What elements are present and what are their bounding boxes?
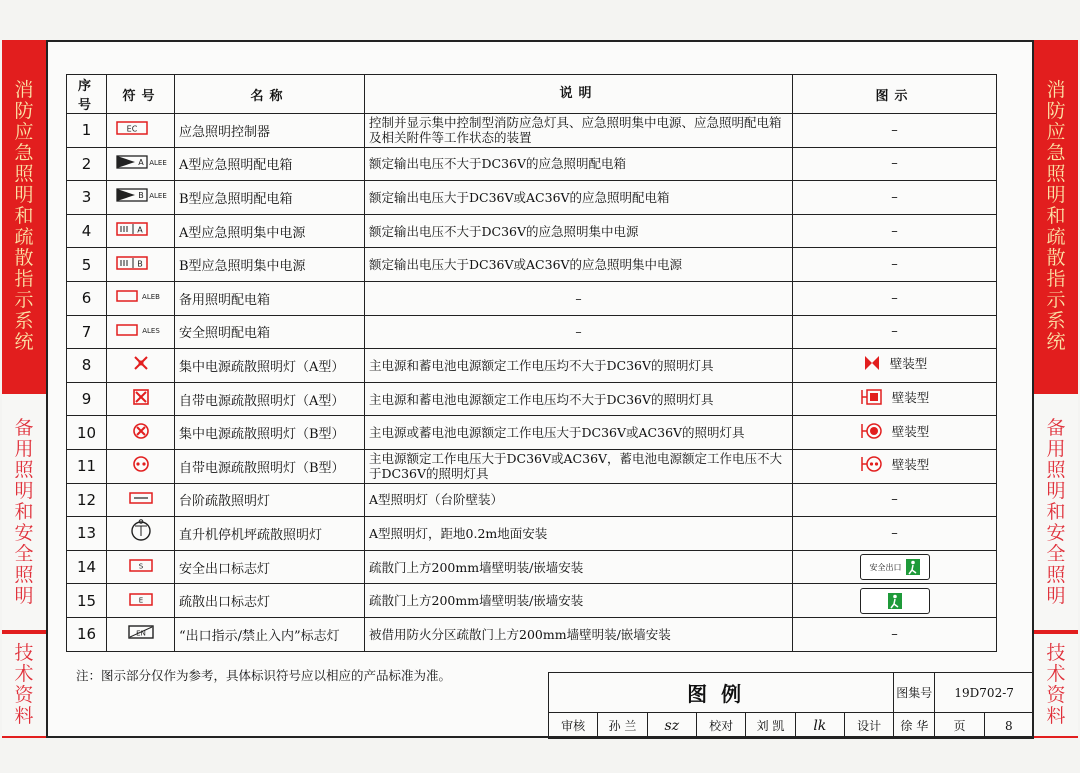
legend-table: [66, 74, 997, 652]
svg-text:S: S: [138, 562, 144, 571]
illustration-label: 壁装型: [891, 423, 930, 439]
row-name: A型应急照明配电箱: [175, 147, 365, 181]
wall-mount-illustration: [860, 388, 930, 406]
legend-row: [67, 483, 997, 517]
row-illustration: [793, 550, 997, 584]
row-name: B型应急照明集中电源: [175, 248, 365, 282]
svg-text:EC: EC: [126, 124, 138, 134]
supply-b-symbol-icon: [107, 248, 175, 282]
footnote: 注：图示部分仅作为参考，具体标识符号应以相应的产品标准为准。: [76, 668, 452, 683]
check-label: 校对: [696, 713, 745, 739]
legend-body: [67, 114, 997, 652]
atlas-number: 19D702-7: [935, 673, 1034, 713]
illustration-label: 壁装型: [891, 457, 930, 473]
header-no: 序号: [67, 75, 107, 114]
cross-symbol-icon: [107, 349, 175, 383]
ales-symbol-icon: [107, 315, 175, 349]
legend-row: [67, 617, 997, 651]
legend-row: [67, 214, 997, 248]
row-illustration: –: [793, 214, 997, 248]
left-tab-backup-label: 备 用 照 明 和 安 全 照 明: [14, 416, 34, 607]
legend-row: [67, 181, 997, 215]
row-description: 主电源额定工作电压大于DC36V或AC36V，蓄电池电源额定工作电压不大于DC36V的照明灯具: [365, 449, 793, 483]
svg-text:A: A: [138, 157, 144, 167]
row-description: 额定输出电压大于DC36V或AC36V的应急照明集中电源: [365, 248, 793, 282]
header-illustration: 图示: [793, 75, 997, 114]
legend-row: [67, 584, 997, 618]
row-name: 集中电源疏散照明灯（B型）: [175, 416, 365, 450]
row-name: 直升机停机坪疏散照明灯: [175, 517, 365, 551]
left-tab-tech: [2, 632, 46, 738]
row-number: 15: [67, 584, 107, 618]
heli-symbol-icon: [107, 517, 175, 551]
row-description: 主电源和蓄电池电源额定工作电压均不大于DC36V的照明灯具: [365, 349, 793, 383]
row-number: 8: [67, 349, 107, 383]
header-desc: 说明: [365, 75, 793, 114]
legend-header-row: [67, 75, 997, 114]
svg-text:ALEE: ALEE: [149, 192, 167, 201]
row-name: 疏散出口标志灯: [175, 584, 365, 618]
ec-symbol-icon: [107, 114, 175, 148]
check-name: 刘 凯: [746, 713, 795, 739]
drawing-sheet: [46, 40, 1034, 738]
row-name: “出口指示/禁止入内”标志灯: [175, 617, 365, 651]
row-name: 安全出口标志灯: [175, 550, 365, 584]
row-description: 被借用防火分区疏散门上方200mm墙壁明装/嵌墙安装: [365, 617, 793, 651]
row-number: 3: [67, 181, 107, 215]
illustration-label: 壁装型: [889, 356, 928, 372]
row-description: –: [365, 281, 793, 315]
wall-mount-illustration: [860, 422, 930, 440]
row-description: 控制并显示集中控制型消防应急灯具、应急照明集中电源、应急照明配电箱及相关附件等工作状态的装置: [365, 114, 793, 148]
row-name: 安全照明配电箱: [175, 315, 365, 349]
row-illustration: [793, 416, 997, 450]
right-tab-tech-label: 技 术 资 料: [1046, 642, 1066, 727]
legend-row: [67, 517, 997, 551]
drawing-title: 图例: [549, 673, 894, 713]
page-number: 8: [984, 713, 1033, 739]
review-label: 审核: [549, 713, 598, 739]
row-name: 应急照明控制器: [175, 114, 365, 148]
design-label: 设计: [844, 713, 893, 739]
left-tab-tech-label: 技 术 资 料: [14, 642, 34, 727]
svg-text:E: E: [138, 596, 144, 605]
design-name: 徐 华: [894, 713, 935, 739]
title-block: [548, 672, 1034, 738]
legend-row: [67, 449, 997, 483]
row-description: 疏散门上方200mm墙壁明装/嵌墙安装: [365, 584, 793, 618]
right-tab-tech: [1034, 632, 1078, 738]
right-tab-backup-label: 备 用 照 明 和 安 全 照 明: [1046, 416, 1066, 607]
left-tab-backup: [2, 392, 46, 632]
row-name: 自带电源疏散照明灯（A型）: [175, 382, 365, 416]
circle-cross-symbol-icon: [107, 416, 175, 450]
exit-e-symbol-icon: [107, 584, 175, 618]
row-illustration: –: [793, 281, 997, 315]
svg-text:ALEB: ALEB: [142, 293, 160, 302]
row-number: 7: [67, 315, 107, 349]
alee-b-symbol-icon: [107, 181, 175, 215]
row-illustration: –: [793, 147, 997, 181]
svg-text:EN: EN: [136, 629, 146, 638]
row-name: 集中电源疏散照明灯（A型）: [175, 349, 365, 383]
row-description: 额定输出电压不大于DC36V的应急照明集中电源: [365, 214, 793, 248]
row-description: A型照明灯（台阶壁装）: [365, 483, 793, 517]
circle-dots-symbol-icon: [107, 449, 175, 483]
row-illustration: [793, 349, 997, 383]
row-number: 4: [67, 214, 107, 248]
legend-row: [67, 147, 997, 181]
svg-text:B: B: [138, 191, 144, 201]
row-number: 16: [67, 617, 107, 651]
svg-text:ALEE: ALEE: [149, 158, 167, 167]
wall-mount-illustration: [862, 354, 928, 372]
row-number: 13: [67, 517, 107, 551]
row-name: 备用照明配电箱: [175, 281, 365, 315]
exit-sign-label: 安全出口: [869, 562, 902, 572]
right-tab-emergency: [1034, 40, 1078, 392]
exit-sign-icon: [860, 588, 930, 614]
row-illustration: [793, 584, 997, 618]
atlas-label: 图集号: [894, 673, 935, 713]
step-symbol-icon: [107, 483, 175, 517]
row-illustration: –: [793, 181, 997, 215]
row-number: 9: [67, 382, 107, 416]
row-name: A型应急照明集中电源: [175, 214, 365, 248]
row-description: 疏散门上方200mm墙壁明装/嵌墙安装: [365, 550, 793, 584]
row-number: 11: [67, 449, 107, 483]
aleb-symbol-icon: [107, 281, 175, 315]
header-symbol: 符号: [107, 75, 175, 114]
legend-row: [67, 349, 997, 383]
legend-row: [67, 315, 997, 349]
row-illustration: –: [793, 483, 997, 517]
illustration-label: 壁装型: [891, 390, 930, 406]
exit-s-symbol-icon: [107, 550, 175, 584]
row-description: A型照明灯，距地0.2m地面安装: [365, 517, 793, 551]
left-tab-emergency-label: 消 防 应 急 照 明 和 疏 散 指 示 系 统: [14, 78, 34, 353]
legend-row: [67, 281, 997, 315]
row-description: 额定输出电压不大于DC36V的应急照明配电箱: [365, 147, 793, 181]
row-description: 主电源和蓄电池电源额定工作电压均不大于DC36V的照明灯具: [365, 382, 793, 416]
row-illustration: –: [793, 315, 997, 349]
row-name: B型应急照明配电箱: [175, 181, 365, 215]
row-illustration: –: [793, 617, 997, 651]
left-tab-emergency: [2, 40, 46, 392]
row-illustration: [793, 382, 997, 416]
row-number: 10: [67, 416, 107, 450]
legend-row: [67, 550, 997, 584]
row-number: 2: [67, 147, 107, 181]
row-number: 1: [67, 114, 107, 148]
row-description: 额定输出电压大于DC36V或AC36V的应急照明配电箱: [365, 181, 793, 215]
legend-row: [67, 248, 997, 282]
row-number: 12: [67, 483, 107, 517]
row-name: 台阶疏散照明灯: [175, 483, 365, 517]
row-number: 14: [67, 550, 107, 584]
legend-row: [67, 382, 997, 416]
row-number: 6: [67, 281, 107, 315]
no-entry-symbol-icon: [107, 617, 175, 651]
wall-mount-illustration: [860, 455, 930, 473]
page-label: 页: [935, 713, 984, 739]
row-description: 主电源或蓄电池电源额定工作电压大于DC36V或AC36V的照明灯具: [365, 416, 793, 450]
check-signature: lk: [795, 713, 844, 739]
row-number: 5: [67, 248, 107, 282]
box-cross-symbol-icon: [107, 382, 175, 416]
right-tab-emergency-label: 消 防 应 急 照 明 和 疏 散 指 示 系 统: [1046, 78, 1066, 353]
right-tab-backup: [1034, 392, 1078, 632]
svg-text:ALES: ALES: [142, 326, 160, 335]
row-illustration: –: [793, 248, 997, 282]
svg-text:A: A: [137, 225, 143, 235]
header-name: 名称: [175, 75, 365, 114]
review-signature: sz: [647, 713, 696, 739]
alee-a-symbol-icon: [107, 147, 175, 181]
legend-row: [67, 114, 997, 148]
row-illustration: –: [793, 114, 997, 148]
review-name: 孙 兰: [598, 713, 647, 739]
exit-sign-icon: [860, 554, 930, 580]
row-description: –: [365, 315, 793, 349]
row-name: 自带电源疏散照明灯（B型）: [175, 449, 365, 483]
row-illustration: [793, 449, 997, 483]
legend-row: [67, 416, 997, 450]
row-illustration: –: [793, 517, 997, 551]
supply-a-symbol-icon: [107, 214, 175, 248]
svg-text:B: B: [137, 259, 143, 269]
